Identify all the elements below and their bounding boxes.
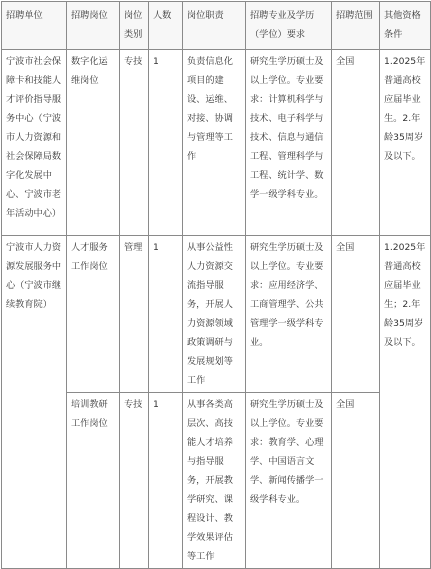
cell-other: 1.2025年普通高校应届毕业生。2.年龄35周岁及以下。	[380, 50, 431, 236]
cell-position: 数字化运维岗位	[67, 50, 120, 236]
cell-duty: 负责信息化项目的建设、运维、对接、协调与管理等工作	[183, 50, 246, 236]
header-category: 岗位类别	[120, 2, 149, 50]
cell-major: 研究生学历硕士及以上学位。专业要求：教育学、心理学、中国语言文学、新闻传播学一级学科专业。	[246, 393, 332, 569]
cell-scope: 全国	[332, 393, 380, 569]
cell-position: 培训教研工作岗位	[67, 393, 120, 569]
cell-major: 研究生学历硕士及以上学位。专业要求：应用经济学、工商管理学、公共管理学一级学科专业。	[246, 236, 332, 393]
header-position: 招聘岗位	[67, 2, 120, 50]
cell-scope: 全国	[332, 50, 380, 236]
cell-unit: 宁波市社会保障卡和技能人才评价指导服务中心（宁波市人力资源和社会保障局数字化发展中心、宁波市老年活动中心）	[2, 50, 67, 236]
header-count: 人数	[149, 2, 183, 50]
cell-duty: 从事公益性人力资源交流指导服务，开展人力资源领域政策调研与发展规划等工作	[183, 236, 246, 393]
table-row	[2, 236, 431, 393]
table-header-row	[2, 2, 431, 50]
header-major: 招聘专业及学历（学位）要求	[246, 2, 332, 50]
header-scope: 招聘范围	[332, 2, 380, 50]
cell-count: 1	[149, 50, 183, 236]
cell-count: 1	[149, 393, 183, 569]
table-row	[2, 393, 431, 569]
cell-category: 专技	[120, 50, 149, 236]
cell-scope: 全国	[332, 236, 380, 393]
header-other: 其他资格条件	[380, 2, 431, 50]
cell-position: 人才服务工作岗位	[67, 236, 120, 393]
cell-other: 1.2025年普通高校应届毕业生；2.年龄35周岁及以下。	[380, 236, 431, 569]
cell-category: 专技	[120, 393, 149, 569]
cell-duty: 从事各类高层次、高技能人才培养与指导服务，开展教学研究、课程设计、教学效果评估等工作	[183, 393, 246, 569]
cell-major: 研究生学历硕士及以上学位。专业要求：计算机科学与技术、电子科学与技术、信息与通信工程、管理科学与工程、统计学、数学一级学科专业。	[246, 50, 332, 236]
table-row	[2, 50, 431, 236]
header-duty: 岗位职责	[183, 2, 246, 50]
recruitment-table	[1, 1, 431, 569]
cell-count: 1	[149, 236, 183, 393]
cell-unit: 宁波市人力资源发展服务中心（宁波市继续教育院）	[2, 236, 67, 569]
cell-category: 管理	[120, 236, 149, 393]
header-unit: 招聘单位	[2, 2, 67, 50]
